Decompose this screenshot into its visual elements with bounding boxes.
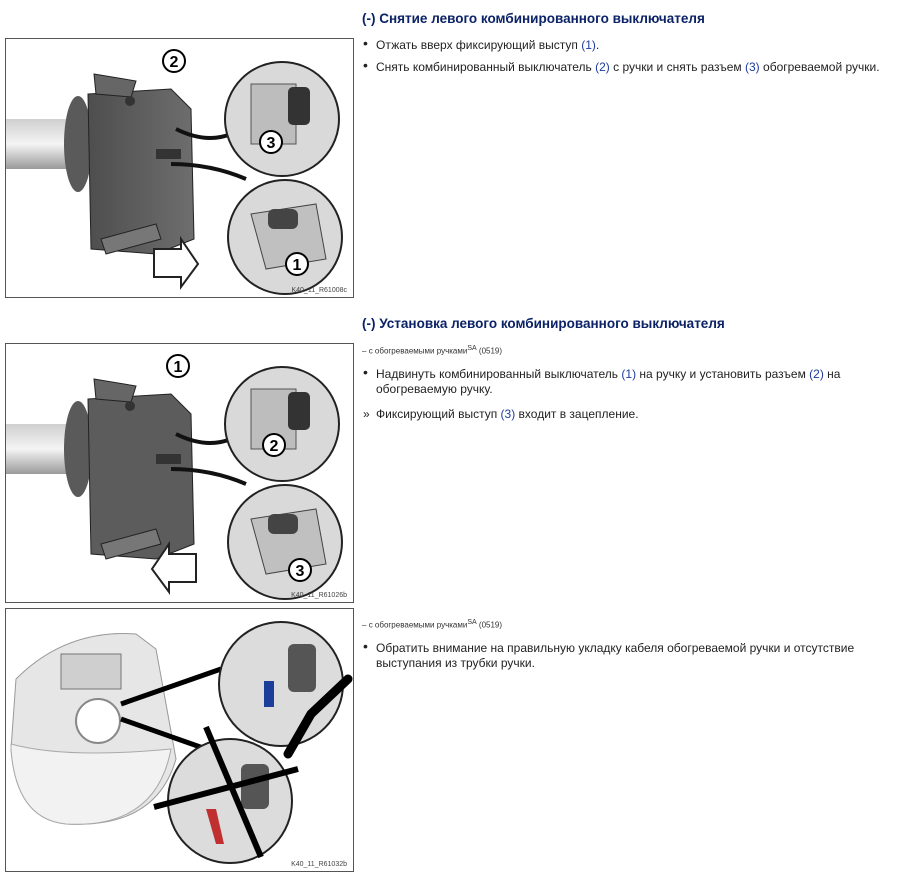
reference-link[interactable]: (3) [745, 60, 760, 74]
step-text: входит в зацепление. [515, 406, 639, 421]
figure-removal [5, 38, 354, 298]
condition-text: с обогреваемыми ручками [368, 620, 468, 630]
condition-code: (0519) [478, 346, 503, 356]
step-text: на ручку и установить разъем [636, 366, 810, 381]
figure-code: K40_11_R61032b [291, 861, 347, 868]
step-text: Фиксирующий выступ [376, 406, 501, 421]
figure-code: K40_11_R61026b [291, 592, 347, 599]
reference-link[interactable]: (2) [595, 60, 610, 74]
step-item [362, 407, 892, 422]
section-cable-check [362, 617, 892, 678]
section-removal [362, 11, 892, 82]
condition-dash: – [362, 346, 367, 356]
section-installation [362, 316, 892, 429]
step-item [362, 35, 892, 53]
bullet-marker: • [363, 637, 368, 654]
condition-code: (0519) [478, 620, 503, 630]
callout-2: 2 [269, 438, 279, 455]
step-text: Надвинуть комбинированный выключатель [376, 366, 622, 381]
section-title: (-) Установка левого комбинированного выключателя [362, 316, 725, 331]
condition-text: с обогреваемыми ручками [368, 346, 468, 356]
callout-1: 1 [173, 359, 183, 376]
callout-3: 3 [295, 563, 305, 580]
condition-dash: – [362, 620, 367, 630]
callout-2: 2 [169, 54, 179, 71]
condition-sup: SA [467, 619, 477, 626]
reference-link[interactable]: (3) [500, 406, 516, 421]
step-text: . [595, 38, 600, 52]
section-title: (-) Снятие левого комбинированного выключателя [362, 11, 705, 26]
step-text: Отжать вверх фиксирующий выступ [376, 38, 582, 52]
condition-note [362, 343, 892, 358]
figure-installation [5, 343, 354, 603]
reference-link[interactable]: (2) [809, 366, 824, 381]
figure-cable-routing [5, 608, 354, 872]
bullet-marker: • [363, 57, 368, 73]
reference-link[interactable]: (1) [621, 366, 637, 381]
step-text: Обратить внимание на правильную укладку кабеля обогреваемой ручки и отсутствие выступания из трубки ручки. [376, 640, 855, 670]
condition-sup: SA [467, 345, 477, 352]
bullet-marker: • [363, 363, 368, 380]
step-text: с ручки и снять разъем [609, 60, 746, 74]
step-item [362, 363, 892, 397]
result-marker: » [363, 406, 370, 421]
condition-note [362, 617, 892, 632]
step-text: Снять комбинированный выключатель [376, 60, 596, 74]
reference-link[interactable]: (1) [581, 38, 596, 52]
callout-3: 3 [266, 135, 276, 152]
callout-1: 1 [292, 257, 302, 274]
step-item [362, 57, 892, 75]
bullet-marker: • [363, 35, 368, 51]
figure-code: K40_11_R61008c [291, 287, 347, 294]
step-text: на обогреваемую ручку. [376, 366, 841, 396]
step-item [362, 637, 892, 671]
step-text: обогреваемой ручки. [759, 60, 880, 74]
